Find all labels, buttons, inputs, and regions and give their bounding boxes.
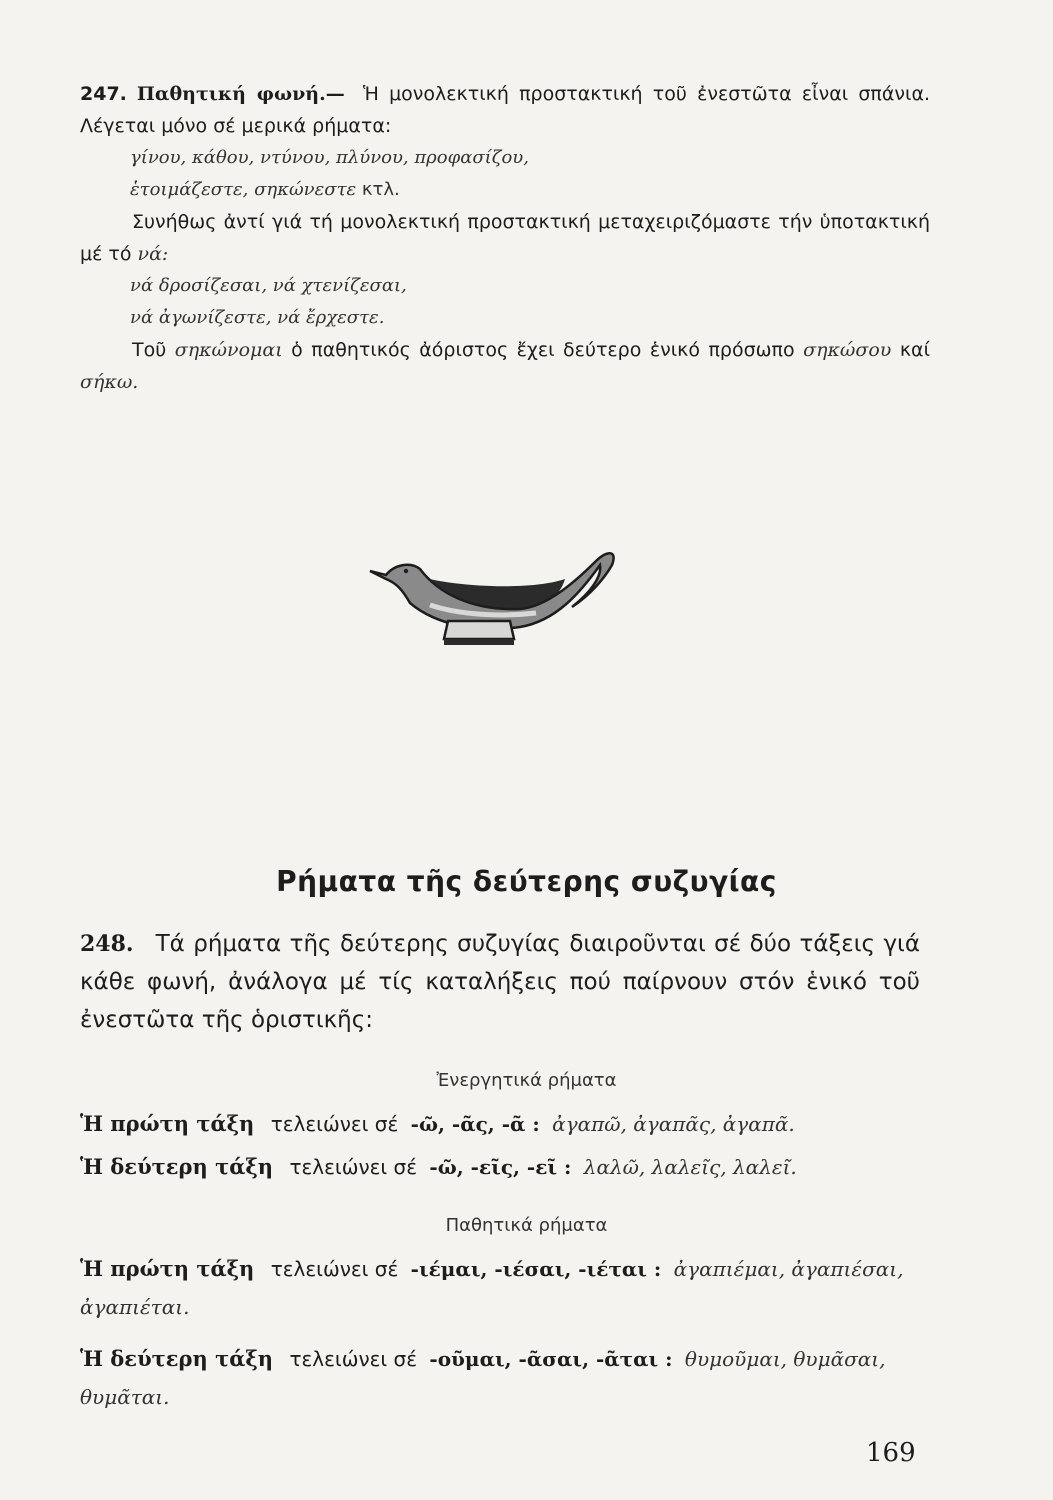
passive-verbs-heading: Παθητικά ρήματα: [445, 1215, 608, 1236]
example-line: γίνου, κάθου, ντύνου, πλύνου, προφασίζου,: [130, 147, 529, 168]
section-heading: Παθητική φωνή.—: [136, 83, 345, 105]
row-label: Ἡ δεύτερη τάξη: [80, 1154, 274, 1179]
section-247: [80, 78, 930, 398]
passive-row-first-class: [80, 1250, 930, 1326]
row-label: Ἡ πρώτη τάξη: [80, 1111, 255, 1136]
example-line: νά δροσίζεσαι, νά χτενίζεσαι,: [130, 275, 407, 296]
note-form-2: σήκω.: [80, 371, 139, 393]
usage-text: Συνήθως ἀντί γιά τή μονολεκτική προστακτική μεταχειριζόμαστε τήν ὑποτακτική μέ τό: [80, 211, 930, 265]
example-line: [130, 174, 930, 206]
body-text: Τά ρήματα τῆς δεύτερης συζυγίας διαιροῦνται σέ δύο τάξεις γιά κάθε φωνή, ἀνάλογα μέ τίς καταλήξεις πού παίρνουν στόν ἑνικό τοῦ ἐνεστῶτα τῆς ὁριστικῆς:: [80, 931, 920, 1033]
section-number: 247.: [80, 83, 127, 105]
row-endings: -ῶ, -ᾶς, -ᾶ :: [410, 1112, 540, 1136]
usage-paragraph: [80, 206, 930, 270]
note-part-2: ὁ παθητικός ἀόριστος ἔχει δεύτερο ἑνικό πρόσωπο: [291, 339, 795, 361]
bird-lamp-ornament-icon: [360, 535, 620, 665]
section-247-intro: [80, 78, 930, 142]
section-number: 248.: [80, 931, 134, 957]
section-248-text: [80, 925, 920, 1039]
row-label: Ἡ πρώτη τάξη: [80, 1256, 255, 1281]
row-examples: ἀγαπῶ, ἀγαπᾶς, ἀγαπᾶ.: [552, 1112, 795, 1136]
row-verb: τελειώνει σέ: [289, 1155, 418, 1179]
active-row-second-class: [80, 1148, 930, 1186]
row-endings: -ιέμαι, -ιέσαι, -ιέται :: [410, 1257, 662, 1281]
row-examples: λαλῶ, λαλεῖς, λαλεῖ.: [583, 1155, 797, 1179]
active-row-first-class: [80, 1105, 930, 1143]
intro-text: Ἡ μονολεκτική προστακτική τοῦ ἐνεστῶτα εἶναι σπάνια. Λέγεται μόνο σέ μερικά ρήματα:: [80, 83, 931, 137]
example-forms: ἑτοιμάζεστε, σηκώνεστε: [130, 179, 357, 200]
example-line: νά ἀγωνίζεστε, νά ἔρχεστε.: [130, 307, 385, 328]
section-248: [80, 925, 920, 1039]
note-form-1: σηκώσου: [803, 339, 892, 361]
section-title: Ρήματα τῆς δεύτερης συζυγίας: [276, 865, 777, 898]
note-and: καί: [899, 339, 931, 361]
row-verb: τελειώνει σέ: [270, 1112, 399, 1136]
note-part-1: Τοῦ: [132, 339, 167, 361]
passive-row-second-class: [80, 1340, 930, 1416]
row-examples: θυμοῦμαι, θυμᾶσαι, θυμᾶται.: [80, 1347, 886, 1409]
row-label: Ἡ δεύτερη τάξη: [80, 1346, 274, 1371]
note-paragraph: [80, 334, 930, 398]
etc-abbrev: κτλ.: [361, 179, 400, 200]
row-verb: τελειώνει σέ: [270, 1257, 399, 1281]
row-endings: -οῦμαι, -ᾶσαι, -ᾶται :: [429, 1347, 673, 1371]
usage-particle: νά:: [137, 243, 169, 265]
row-verb: τελειώνει σέ: [289, 1347, 418, 1371]
page-number: 169: [866, 1438, 916, 1468]
active-verbs-heading: Ἐνεργητικά ρήματα: [436, 1070, 617, 1091]
row-endings: -ῶ, -εῖς, -εῖ :: [429, 1155, 572, 1179]
note-verb: σηκώνομαι: [174, 339, 283, 361]
row-examples: ἀγαπιέμαι, ἀγαπιέσαι, ἀγαπιέται.: [80, 1257, 904, 1319]
